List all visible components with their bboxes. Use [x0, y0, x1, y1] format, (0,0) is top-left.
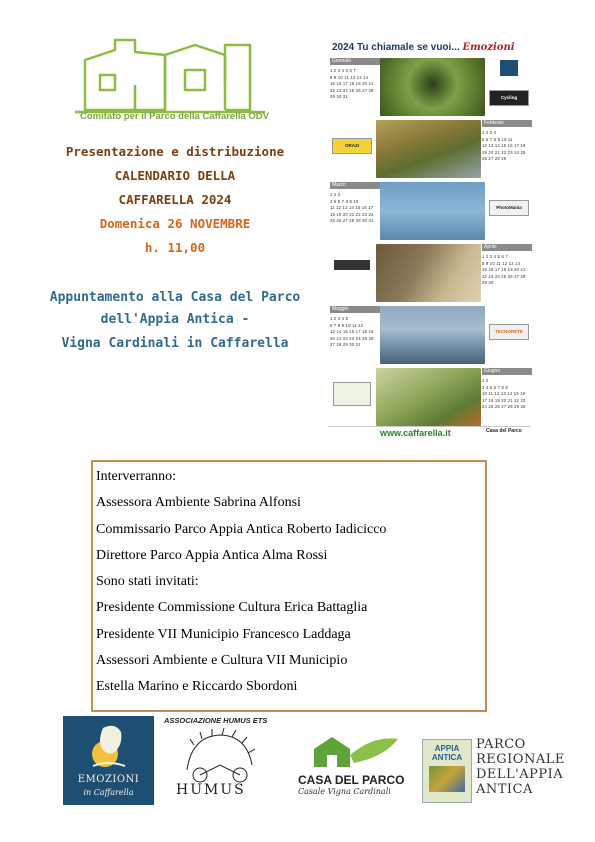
bird-photo	[380, 58, 485, 116]
venue-line-1: Appuntamento alla Casa del Parco	[49, 290, 301, 305]
month-block: Giugno 1 2 3 4 5 6 7 8 9 10 11 12 13 14 15 16 17 18 19 20 21 22 23 24 25 26 27 28 29 30	[482, 368, 532, 424]
calendar-url: www.caffarella.it	[380, 428, 451, 438]
casa-subtitle: Casale Vigna Cardinali	[298, 787, 391, 796]
speakers-heading: Interverranno:	[96, 469, 177, 484]
calendar-poster	[328, 40, 531, 448]
calendar-row	[328, 58, 531, 118]
calendar-title-line: CALENDARIO DELLA	[114, 168, 236, 183]
venue-line-3: Vigna Cardinali in Caffarella	[61, 336, 289, 351]
calendar-house-label: Casa del Parco	[486, 428, 522, 434]
event-date: Domenica 26 NOVEMBRE	[99, 216, 251, 231]
casa-del-parco-logo	[294, 735, 404, 805]
parco-appia-antica-logo	[420, 733, 568, 805]
sponsor-block	[330, 368, 374, 424]
robin-photo	[376, 368, 481, 426]
casa-title: CASA DEL PARCO	[298, 773, 405, 787]
speaker-line: Assessori Ambiente e Cultura VII Municipio	[96, 653, 348, 669]
speaker-line: Presidente Commissione Cultura Erica Battaglia	[96, 600, 368, 616]
speaker-line: Presidente VII Municipio Francesco Laddaga	[96, 626, 351, 642]
sponsor-block: TECNORETE	[487, 306, 531, 362]
calendar-row	[328, 120, 531, 180]
humus-word: HUMUS	[176, 782, 246, 798]
month-block: Maggio 1 2 3 4 5 6 7 8 9 10 11 12 13 14 15 16 17 18 19 20 21 22 23 24 25 26 27 28 29 30 31	[330, 306, 380, 362]
org-name: Comitato per il Parco della Caffarella ODV	[80, 111, 269, 122]
month-block: Aprile 1 2 3 4 5 6 7 8 9 10 11 12 13 14 15 16 17 18 19 20 21 22 23 24 25 26 27 28 29 30	[482, 244, 532, 300]
owl-sun-icon	[63, 716, 154, 771]
speakers-box	[91, 460, 487, 712]
emozioni-logo	[63, 716, 154, 805]
farmhouse-icon	[75, 30, 270, 115]
calendar-poster-title: 2024 Tu chiamale se vuoi... Emozioni	[332, 42, 515, 53]
venue-line-2: dell'Appia Antica -	[100, 312, 250, 327]
event-time: h. 11,00	[144, 240, 206, 255]
emozioni-word: EMOZIONI	[77, 774, 140, 785]
invited-heading: Sono stati invitati:	[96, 574, 199, 590]
humus-logo	[162, 716, 277, 806]
sponsor-block: Cycling	[487, 58, 531, 114]
parco-name: PARCO REGIONALE DELL'APPIA ANTICA	[476, 737, 565, 797]
speaker-line: Estella Marino e Riccardo Sbordoni	[96, 679, 298, 695]
house-icon	[294, 735, 404, 769]
flycatcher-photo	[376, 244, 481, 302]
speaker-line: Assessora Ambiente Sabrina Alfonsi	[96, 495, 301, 511]
speaker-line: Commissario Parco Appia Antica Roberto Iadicicco	[96, 521, 387, 537]
calendar-row	[328, 244, 531, 304]
humus-association-title: ASSOCIAZIONE HUMUS ETS	[164, 716, 268, 725]
month-block: Gennaio 1 2 3 4 5 6 7 8 9 10 11 12 13 14 15 16 17 18 19 20 21 22 23 24 25 26 27 28 29 30 31	[330, 58, 380, 114]
appia-antica-badge: APPIA ANTICA	[422, 739, 472, 803]
month-block: Febbraio 1 2 3 4 5 6 7 8 9 10 11 12 13 14 15 16 17 18 19 20 21 22 23 24 25 26 27 28 29	[482, 120, 532, 176]
calendar-year-line: CAFFARELLA 2024	[118, 192, 232, 207]
calendar-row	[328, 368, 531, 428]
calendar-row	[328, 182, 531, 242]
sponsor-block	[330, 244, 374, 300]
duck-photo	[380, 306, 485, 364]
hedgehog-icon	[162, 725, 272, 785]
emozioni-subtitle: in Caffarella	[83, 788, 134, 797]
heron-photo	[376, 120, 481, 178]
sponsor-block: ORAZI	[330, 120, 374, 176]
sponsor-block: PhotoMania	[487, 182, 531, 238]
speaker-line: Direttore Parco Appia Antica Alma Rossi	[96, 547, 328, 563]
month-block: Marzo 1 2 3 4 5 6 7 8 9 10 11 12 13 14 15 16 17 18 19 20 21 22 23 24 25 26 27 28 29 30 31	[330, 182, 380, 238]
presentation-line: Presentazione e distribuzione	[65, 144, 285, 159]
calendar-row	[328, 306, 531, 366]
sparrow-photo	[380, 182, 485, 240]
